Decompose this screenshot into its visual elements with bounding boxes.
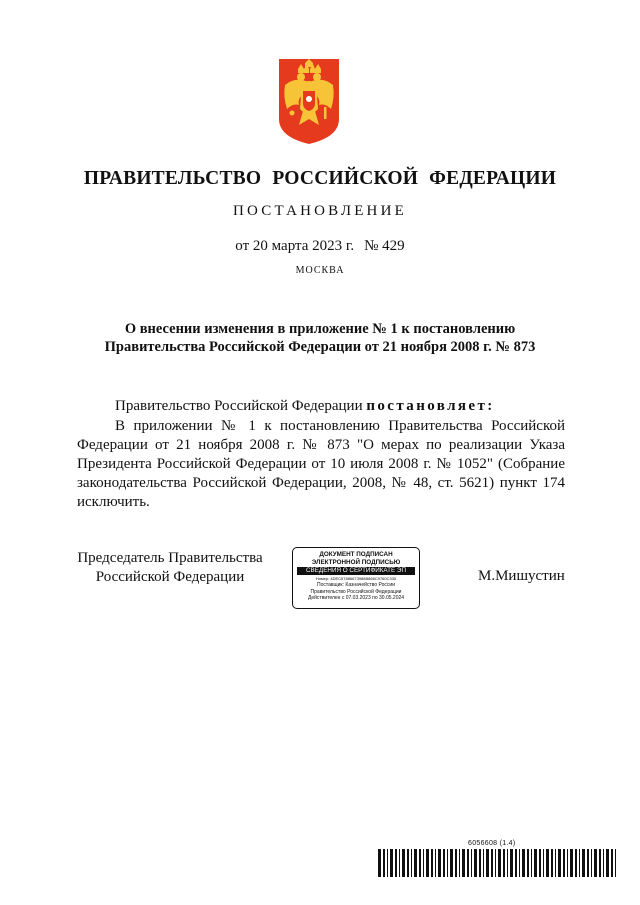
barcode-bar [414,849,417,877]
barcode-bar [582,849,585,877]
barcode-bar [570,849,573,877]
barcode-bar [423,849,424,877]
barcode-bar [519,849,520,877]
barcode-bar [387,849,388,877]
barcode-bar [426,849,429,877]
signer-name: М.Мишустин [478,568,565,584]
resolves-prefix: Правительство Российской Федерации [115,398,363,414]
barcode-bar [531,849,532,877]
signer-title [70,549,270,587]
document-date: от 20 марта 2023 г. [235,238,355,254]
stamp-line: ЭЛЕКТРОННОЙ ПОДПИСЬЮ [311,558,401,566]
barcode-bar [495,849,496,877]
stamp-owner: Правительство Российской Федерации [310,588,402,595]
barcode-bar [462,849,465,877]
barcode-bar [491,849,493,877]
barcode-bar [563,849,565,877]
document-date-line [0,238,640,255]
document-number: № 429 [364,238,405,254]
barcode-bar [450,849,453,877]
signer-title-line: Российской Федерации [95,569,245,585]
barcode-bar [555,849,556,877]
barcode-bar [395,849,397,877]
document-heading [80,320,560,356]
stamp-banner: СВЕДЕНИЯ О СЕРТИФИКАТЕ ЭП [297,567,415,575]
barcode-bar [510,849,513,877]
barcode-bar [383,849,385,877]
barcode-bar [603,849,604,877]
stamp-issuer: Поставщик: Казначейство России [316,582,395,588]
barcode-bar [611,849,613,877]
signer-title-line: Председатель Правительства [77,550,263,566]
document-body: В приложении № 1 к постановлению Правительства Российской Федерации от 21 ноября 2008 г. № 873 "О мерах по реализации Указа Президента Российской Федерации от 10 июля 2008 г. № 1052" (Собрание законодательства Российской Федерации, 2008, № 48, ст. 5621) пункт 174 исключить. [77,418,565,510]
barcode-bar [411,849,412,877]
barcode-bar [591,849,592,877]
heading-line: О внесении изменения в приложение № 1 к постановлению [124,321,516,337]
barcode-bar [483,849,484,877]
barcode-bar [615,849,616,877]
barcode-bar [546,849,549,877]
barcode-bar [467,849,469,877]
stamp-line: ДОКУМЕНТ ПОДПИСАН [319,551,393,558]
barcode-bar [507,849,508,877]
barcode-bar [527,849,529,877]
barcode-bar [594,849,597,877]
barcode-bar [447,849,448,877]
electronic-signature-stamp [292,547,420,609]
barcode-bar [459,849,460,877]
stamp-validity: Действителен с 07.03.2023 по 30.05.2024 [307,595,405,601]
resolves-line [115,398,495,415]
coat-of-arms-icon [277,57,341,145]
stamp-serial: Номер: 4DEC57886673988B866C9760C330 [315,576,397,581]
barcode-bar [579,849,580,877]
barcode-label: 6056608 (1.4) [468,840,516,847]
barcode-bar [558,849,561,877]
barcode-bar [378,849,381,877]
barcode-bar [551,849,553,877]
barcode-bar [522,849,525,877]
barcode-bar [515,849,517,877]
barcode-bar [575,849,577,877]
barcode-bar [587,849,589,877]
barcode-bar [443,849,445,877]
barcode-bar [486,849,489,877]
barcode-bar [419,849,421,877]
barcode-bar [567,849,568,877]
organization-title: ПРАВИТЕЛЬСТВО РОССИЙСКОЙ ФЕДЕРАЦИИ [83,168,557,189]
barcode-bar [503,849,505,877]
resolves-word: постановляет: [366,398,495,414]
barcode-icon [378,849,620,877]
barcode-bar [474,849,477,877]
document-type: ПОСТАНОВЛЕНИЕ [233,203,407,219]
barcode-bar [534,849,537,877]
barcode-bar [438,849,441,877]
barcode-bar [455,849,457,877]
barcode-bar [539,849,541,877]
barcode-bar [498,849,501,877]
barcode-bar [599,849,601,877]
barcode-bar [399,849,400,877]
barcode-bar [606,849,609,877]
barcode-bar [431,849,433,877]
barcode-bar [471,849,472,877]
barcode-bar [435,849,436,877]
barcode-bar [479,849,481,877]
barcode-bar [407,849,409,877]
city-name: МОСКВА [295,265,345,276]
barcode-bar [402,849,405,877]
barcode-bar [390,849,393,877]
heading-line: Правительства Российской Федерации от 21 ноября 2008 г. № 873 [104,339,536,355]
barcode-bar [543,849,544,877]
